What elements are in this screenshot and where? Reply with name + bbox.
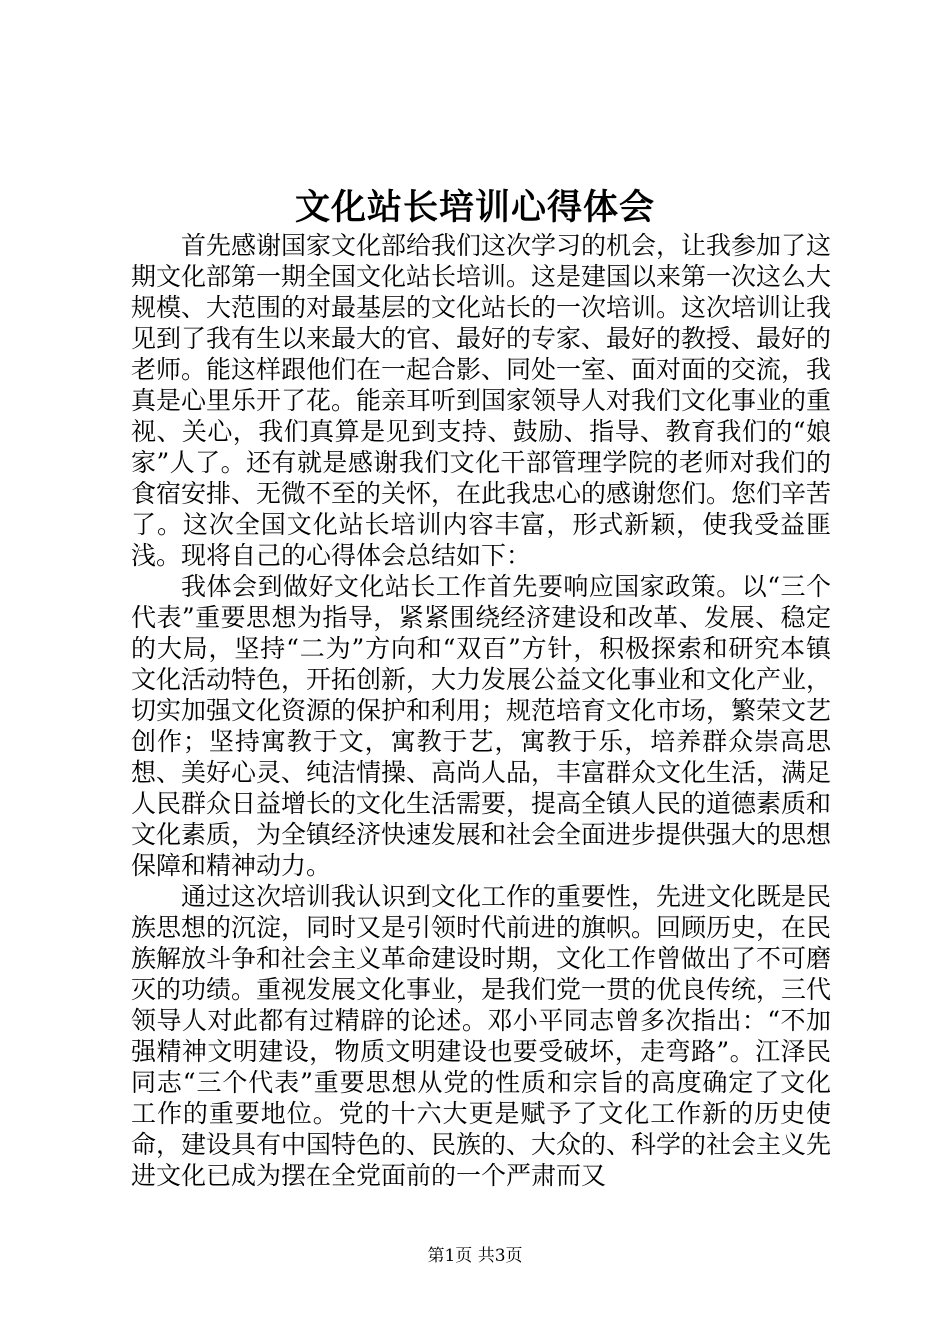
document-title: 文化站长培训心得体会 (294, 187, 655, 228)
page-indicator: 第1页 共3页 (427, 1246, 523, 1266)
paragraph-2: 我体会到做好文化站长工作首先要响应国家政策。以“三个代表”重要思想为指导，紧紧围绕经济建设和改革、发展、稳定的大局，坚持“二为”方向和“双百”方针，积极探索和研究本镇文化活动特色，开拓创新，大力发展公益文化事业和文化产业，切实加强文化资源的保护和利用；规范培育文化市场，繁荣文艺创作；坚持寓教于文，寓教于艺，寓教于乐，培养群众崇高思想、美好心灵、纯洁情操、高尚人品，丰富群众文化生活，满足人民群众日益增长的文化生活需要，提高全镇人民的道德素质和文化素质，为全镇经济快速发展和社会全面进步提供强大的思想保障和精神动力。 (131, 572, 832, 880)
document-body (131, 230, 831, 1191)
paragraph-1: 首先感谢国家文化部给我们这次学习的机会，让我参加了这期文化部第一期全国文化站长培训。这是建国以来第一次这么大规模、大范围的对最基层的文化站长的一次培训。这次培训让我见到了我有生以来最大的官、最好的专家、最好的教授、最好的老师。能这样跟他们在一起合影、同处一室、面对面的交流，我真是心里乐开了花。能亲耳听到国家领导人对我们文化事业的重视、关心，我们真算是见到支持、鼓励、指导、教育我们的“娘家”人了。还有就是感谢我们文化干部管理学院的老师对我们的食宿安排、无微不至的关怀，在此我忠心的感谢您们。您们辛苦了。这次全国文化站长培训内容丰富，形式新颖，使我受益匪浅。现将自己的心得体会总结如下： (131, 231, 832, 570)
page-footer (0, 1244, 950, 1268)
paragraph-3: 通过这次培训我认识到文化工作的重要性，先进文化既是民族思想的沉淀，同时又是引领时代前进的旗帜。回顾历史，在民族解放斗争和社会主义革命建设时期，文化工作曾做出了不可磨灭的功绩。重视发展文化事业，是我们党一贯的优良传统，三代领导人对此都有过精辟的论述。邓小平同志曾多次指出：“不加强精神文明建设，物质文明建设也要受破坏，走弯路”。江泽民同志“三个代表”重要思想从党的性质和宗旨的高度确定了文化工作的重要地位。党的十六大更是赋予了文化工作新的历史使命，建设具有中国特色的、民族的、大众的、科学的社会主义先进文化已成为摆在全党面前的一个严肃而又 (131, 882, 832, 1190)
